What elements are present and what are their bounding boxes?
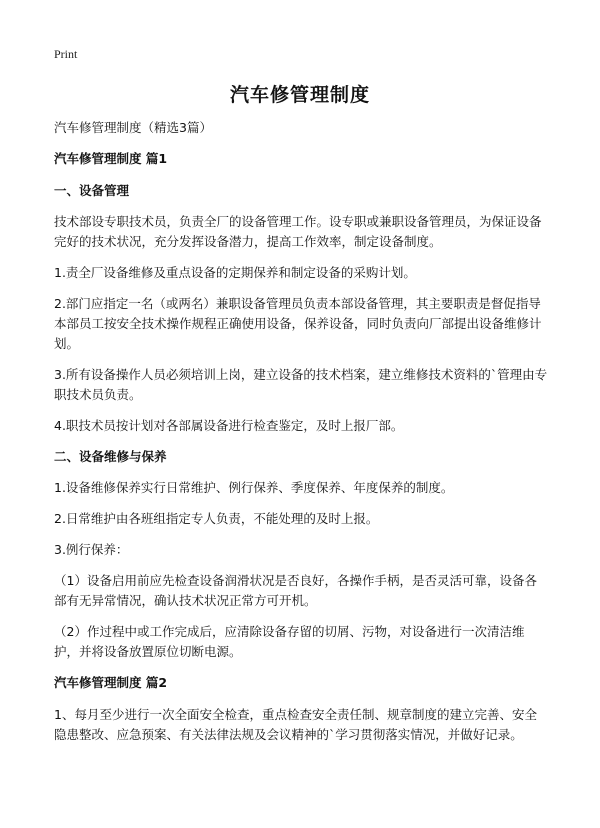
section1-paragraph: 技术部设专职技术员，负责全厂的设备管理工作。设专职或兼职设备管理员，为保证设备完好的技术状况，充分发挥设备潜力，提高工作效率，制定设备制度。	[54, 214, 542, 249]
document-title: 汽车修管理制度	[229, 84, 370, 106]
section2-paragraph: （1）设备启用前应先检查设备润滑状况是否良好，各操作手柄，是否灵活可靠，设备各部有无异常情况，确认技术状况正常方可开机。	[54, 573, 537, 608]
section1-paragraph: 4.职技术员按计划对各部属设备进行检查鉴定，及时上报厂部。	[54, 418, 404, 433]
print-link[interactable]: Print	[54, 47, 78, 61]
section2-paragraph: 1.设备维修保养实行日常维护、例行保养、季度保养、年度保养的制度。	[54, 480, 454, 495]
section2-paragraph: 2.日常维护由各班组指定专人负责，不能处理的及时上报。	[54, 511, 379, 526]
section2-paragraph: 3.例行保养：	[54, 542, 129, 557]
section1-paragraph: 2.部门应指定一名（或两名）兼职设备管理员负责本部设备管理，其主要职责是督促指导本部员工按安全技术操作规程正确使用设备，保养设备，同时负责向厂部提出设备维修计划。	[54, 296, 542, 351]
part1-heading: 汽车修管理制度 篇1	[54, 151, 168, 166]
part2-heading: 汽车修管理制度 篇2	[54, 675, 168, 690]
section2-heading: 二、设备维修与保养	[54, 449, 167, 464]
section1-paragraph: 3.所有设备操作人员必须培训上岗，建立设备的技术档案，建立维修技术资料的`管理由专职技术员负责。	[54, 367, 548, 402]
section1-paragraph: 1.责全厂设备维修及重点设备的定期保养和制定设备的采购计划。	[54, 265, 416, 280]
document-subtitle: 汽车修管理制度（精选3篇）	[54, 120, 212, 135]
section1-heading: 一、设备管理	[54, 183, 130, 198]
document-body	[54, 118, 548, 756]
part2-paragraph: 1、每月至少进行一次全面安全检查，重点检查安全责任制、规章制度的建立完善、安全隐患整改、应急预案、有关法律法规及会议精神的`学习贯彻落实情况，并做好记录。	[54, 707, 537, 742]
section2-paragraph: （2）作过程中或工作完成后，应清除设备存留的切屑、污物，对设备进行一次清洁维护，并将设备放置原位切断电源。	[54, 624, 525, 659]
